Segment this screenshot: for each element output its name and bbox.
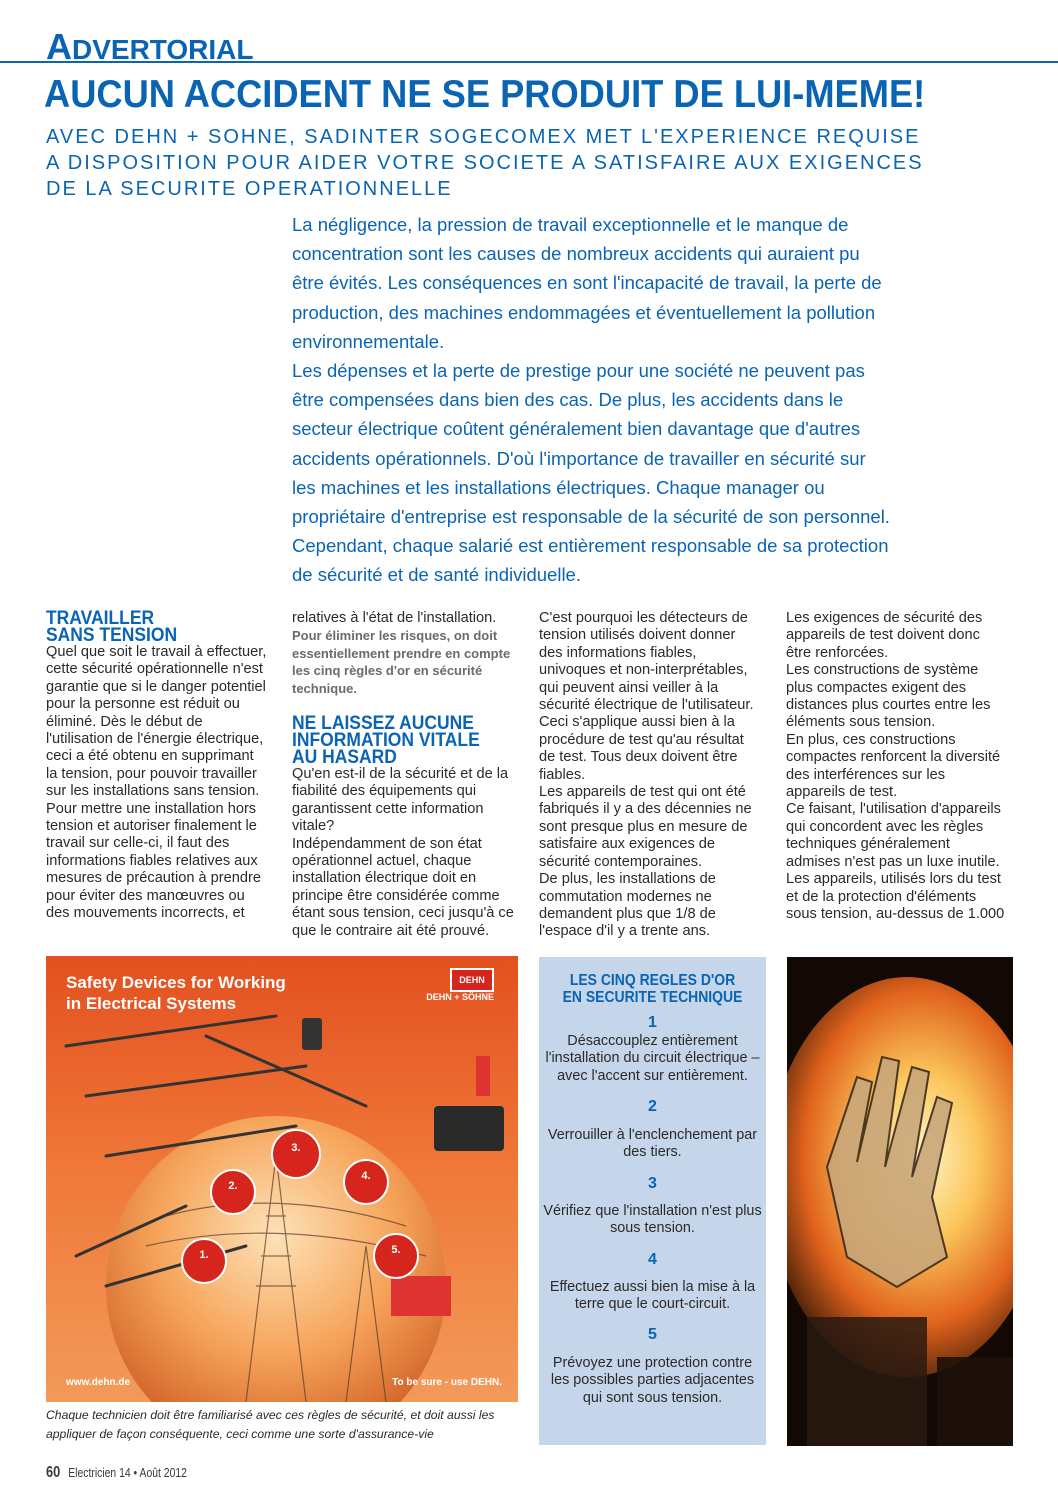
- fire-glove-photo: [787, 957, 1013, 1446]
- subtitle-line: DE LA SECURITE OPERATIONNELLE: [46, 178, 453, 200]
- rule-text: Prévoyez une protection contre les possibles parties adjacentes qui sont sous tension.: [550, 1355, 755, 1406]
- subtitle-line: AVEC DEHN + SOHNE, SADINTER SOGECOMEX MET L'EXPERIENCE REQUISE: [46, 126, 921, 148]
- emphasis-paragraph: Pour éliminer les risques, on doit essentiellement prendre en compte les cinq règles d'or en sécurité technique.: [292, 628, 511, 696]
- publication-info: Electricien 14 • Août 2012: [68, 1465, 187, 1480]
- rule-number: 1: [648, 1014, 657, 1031]
- subtitle-line: A DISPOSITION POUR AIDER VOTRE SOCIETE A SATISFAIRE AUX EXIGENCES: [46, 152, 924, 174]
- building-silhouette: [937, 1357, 1013, 1446]
- rule-number: 2: [648, 1098, 657, 1115]
- subtitle: [46, 124, 924, 202]
- step-label: 5.: [391, 1244, 401, 1256]
- body-paragraph: Les exigences de sécurité des appareils de test doivent donc être renforcées.: [786, 610, 983, 661]
- poster-title: [66, 972, 286, 1014]
- rule-text: Effectuez aussi bien la mise à la terre que le court-circuit.: [549, 1279, 756, 1313]
- fire-glove-illustration: [787, 957, 1013, 1446]
- poster-url: www.dehn.de: [66, 1377, 131, 1388]
- intro-paragraph: Les dépenses et la perte de prestige pour une société ne peuvent pas être compensées dans bien des cas. De plus, les accidents dans le secteur électrique coûtent généralement bien davantage que d'autres accidents opérationnels. D'où l'importance de travailler en sécurité sur les machines et les installations électriques. Chaque manager ou propriétaire d'entreprise est responsable de la sécurité de son personnel. Cependant, chaque salarié est entièrement responsable de sa protection de sécurité et de santé individuelle.: [292, 360, 890, 586]
- rule-text: Vérifiez que l'installation n'est plus sous tension.: [543, 1203, 762, 1237]
- poster-title-line: in Electrical Systems: [66, 994, 237, 1013]
- poster-brand: DEHN + SÖHNE: [426, 992, 494, 1002]
- section-heading: NE LAISSEZ AUCUNE INFORMATION VITALE AU HASARD: [292, 713, 480, 769]
- rule-number: 5: [648, 1326, 657, 1343]
- body-paragraph: Indépendamment de son état opérationnel actuel, chaque installation électrique doit en principe être considérée comme étant sous tension, ceci jusqu'à ce que le contraire ait été prouvé.: [292, 835, 514, 939]
- body-paragraph: Qu'en est-il de la sécurité et de la fiabilité des équipements qui garantissent cette information vitale?: [292, 766, 509, 835]
- rule-number: 3: [648, 1175, 657, 1192]
- body-paragraph: Les appareils de test qui ont été fabriqués il y a des décennies ne sont presque plus en mesure de satisfaire aux exigences de sécurité contemporaines.: [539, 784, 752, 870]
- page-title: AUCUN ACCIDENT NE SE PRODUIT DE LUI-MEME!: [44, 73, 926, 116]
- rule-number: 4: [648, 1251, 657, 1268]
- figure-caption: Chaque technicien doit être familiarisé avec ces règles de sécurité, et doit aussi les appliquer de façon conséquente, ceci comme une sorte d'assurance-vie: [46, 1408, 495, 1441]
- safety-poster-image: [46, 956, 518, 1402]
- body-column-1: [46, 610, 268, 923]
- rule-text: Désaccouplez entièrement l'installation du circuit électrique – avec l'accent sur entièrement.: [545, 1033, 760, 1084]
- body-paragraph: De plus, les installations de commutation modernes ne demandent plus que 1/8 de l'espace d'il y a trente ans.: [539, 871, 716, 940]
- rules-title-line: EN SECURITE TECHNIQUE: [562, 989, 743, 1006]
- body-column-4: [786, 610, 1008, 923]
- body-column-3: [539, 610, 761, 941]
- section-label: [46, 28, 254, 69]
- page-number: 60: [46, 1464, 61, 1481]
- poster-slogan: To be sure - use DEHN.: [392, 1377, 502, 1388]
- section-label-initial: A: [46, 26, 72, 67]
- body-paragraph: C'est pourquoi les détecteurs de tension utilisés doivent donner des informations fiables, univoques et non-interprétables, qui peuvent ainsi veiller à la sécurité électrique de l'utilisateur. Ceci s'applique aussi bien à la procédure de test qu'au résultat de test. Tous deux doivent être fiables.: [539, 610, 754, 783]
- rule-text: Verrouiller à l'enclenchement par des tiers.: [547, 1127, 758, 1161]
- step-label: 3.: [291, 1142, 301, 1154]
- section-heading: TRAVAILLER SANS TENSION: [46, 608, 178, 646]
- poster-illustration: [46, 956, 518, 1402]
- step-label: 4.: [361, 1170, 371, 1182]
- body-paragraph: Quel que soit le travail à effectuer, cette sécurité opérationnelle n'est garantie que si le danger potentiel pour la personne est réduit ou éliminé. Dès le début de l'utilisation de l'énergie électrique, ceci a été obtenu en supprimant la tension, pour pouvoir travailler sur les installations sans tension. Pour mettre une installation hors tension et autoriser finalement le travail sur celle-ci, il faut des informations fiables relatives aux mesures de précaution à prendre pour éviter des manœuvres ou des mouvements incorrects, et: [46, 644, 267, 922]
- voltage-indicator-device: [302, 1018, 322, 1050]
- intro-text: [292, 210, 892, 590]
- page-footer: [46, 1464, 187, 1482]
- body-column-2: [292, 610, 514, 940]
- body-paragraph: Les constructions de système plus compactes exigent des distances plus courtes entre les éléments sous tension.: [786, 662, 991, 731]
- body-paragraph: Ce faisant, l'utilisation d'appareils qui concordent avec les règles techniques généralement admises n'est pas un luxe inutile. Les appareils, utilisés lors du test et de la protection d'éléments sous tension, au-dessus de 1.000: [786, 801, 1005, 922]
- dehn-logo: DEHN: [450, 968, 494, 992]
- rules-title-line: LES CINQ REGLES D'OR: [569, 972, 736, 989]
- building-silhouette: [807, 1317, 927, 1446]
- step-label: 1.: [199, 1249, 209, 1261]
- protective-mat: [391, 1276, 451, 1316]
- earthing-clamp: [476, 1056, 490, 1096]
- intro-paragraph: La négligence, la pression de travail exceptionnelle et le manque de concentration sont les causes de nombreux accidents qui auraient pu être évités. Les conséquences en sont l'incapacité de travail, la perte de production, des machines endommagées et éventuellement la pollution environnementale.: [292, 214, 882, 352]
- golden-rules-box: [539, 957, 766, 1445]
- body-paragraph: En plus, ces constructions compactes renforcent la diversité des interférences sur les appareils de test.: [786, 731, 1001, 801]
- step-label: 2.: [228, 1180, 238, 1192]
- poster-title-line: Safety Devices for Working: [66, 973, 286, 992]
- section-label-rest: DVERTORIAL: [72, 34, 254, 65]
- body-paragraph: relatives à l'état de l'installation.: [292, 610, 497, 626]
- rules-title: [550, 972, 754, 1006]
- tool-case: [434, 1106, 504, 1151]
